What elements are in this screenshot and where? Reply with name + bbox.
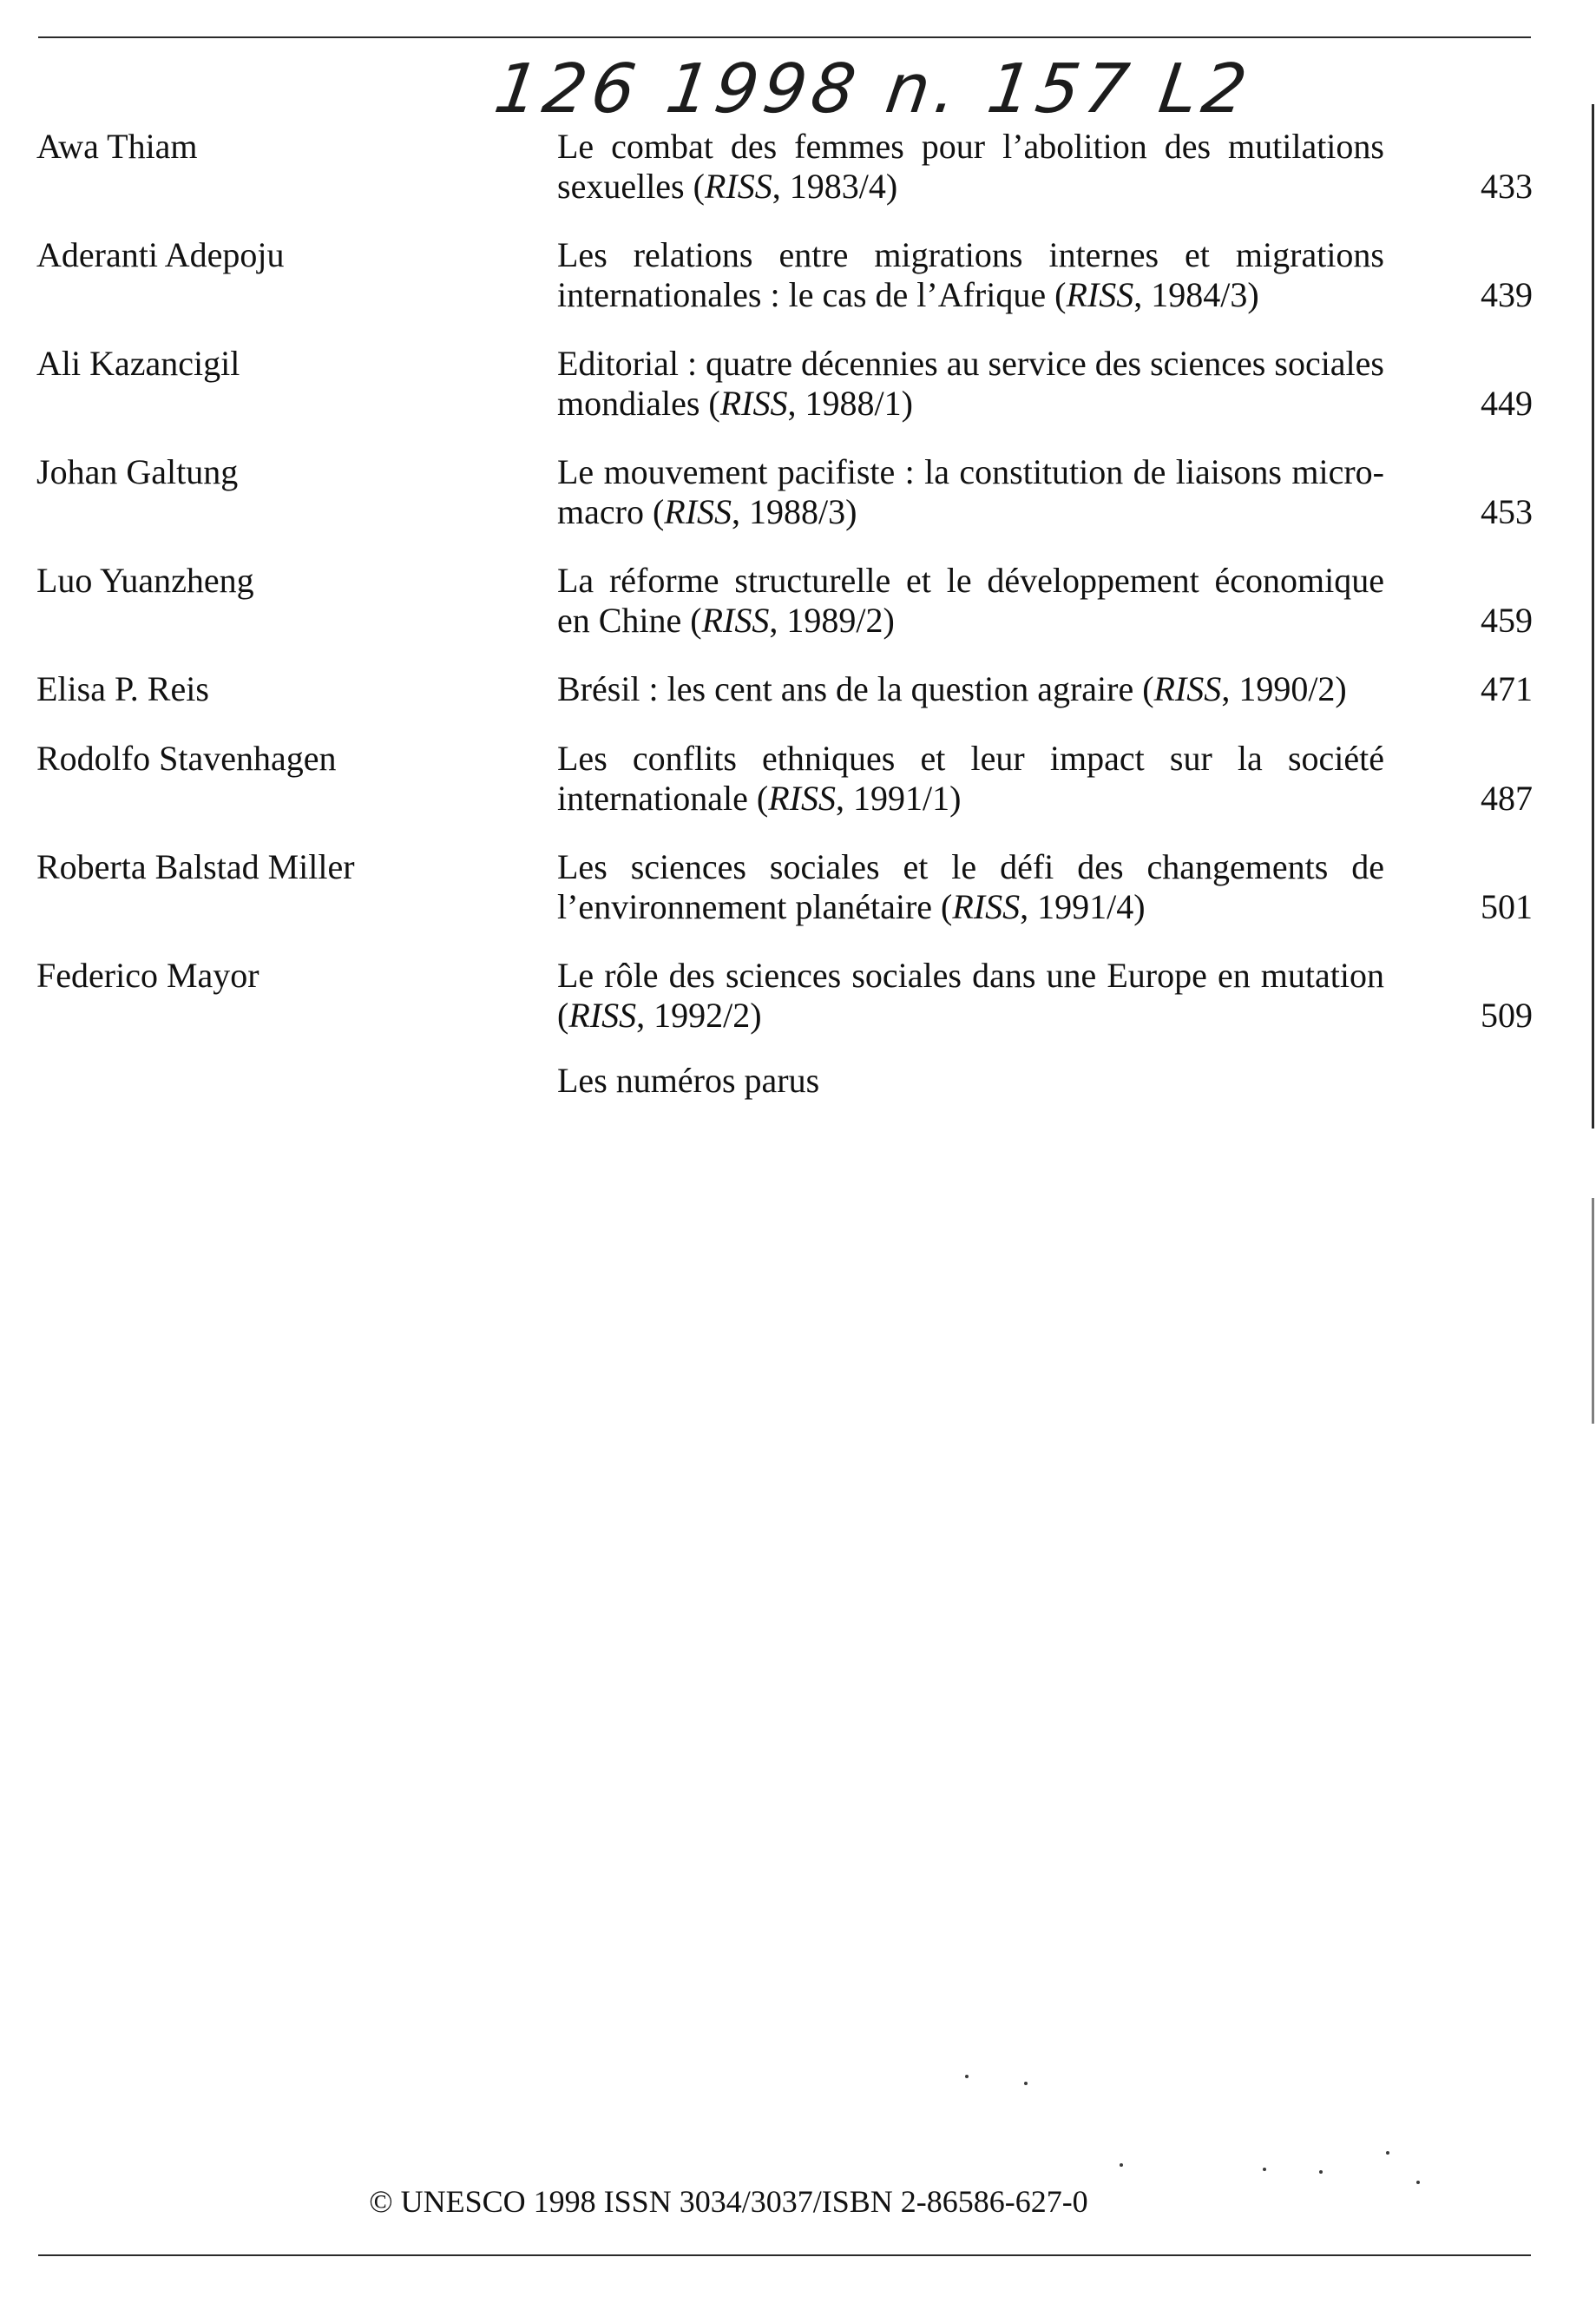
entry-title-text: Editorial : quatre décennies au service des sciences sociales mondiales ( bbox=[557, 344, 1384, 423]
scan-speck bbox=[1120, 2163, 1123, 2167]
bottom-rule bbox=[38, 2254, 1531, 2256]
entry-title bbox=[557, 847, 1384, 927]
entry-issue: , 1991/4) bbox=[1020, 887, 1146, 926]
entry-author: Ali Kazancigil bbox=[36, 344, 240, 383]
entry-title-text: Les conflits ethniques et leur impact sur la société internationale ( bbox=[557, 739, 1384, 818]
scan-edge-line bbox=[1592, 1198, 1594, 1424]
entry-page-number: 449 bbox=[1481, 384, 1533, 423]
entry-issue: , 1988/3) bbox=[732, 492, 857, 531]
entry-title bbox=[557, 561, 1384, 641]
entry-title bbox=[557, 739, 1384, 819]
scan-speck bbox=[1263, 2168, 1266, 2171]
entry-title-text: Le rôle des sciences sociales dans une Europe en mutation ( bbox=[557, 956, 1384, 1035]
entry-journal: RISS bbox=[952, 887, 1021, 926]
numeros-parus-link: Les numéros parus bbox=[557, 1061, 820, 1100]
scan-speck bbox=[1319, 2170, 1323, 2174]
entry-journal: RISS bbox=[701, 601, 770, 640]
entry-title bbox=[557, 127, 1384, 207]
scan-speck bbox=[1386, 2151, 1389, 2155]
entry-author: Rodolfo Stavenhagen bbox=[36, 739, 337, 778]
entry-page-number: 471 bbox=[1481, 669, 1533, 708]
entry-journal: RISS bbox=[568, 996, 637, 1035]
entry-title-text: Les sciences sociales et le défi des changements de l’environnement planétaire ( bbox=[557, 847, 1384, 926]
entry-author: Aderanti Adepoju bbox=[36, 235, 285, 274]
scan-edge-line bbox=[1592, 104, 1594, 1129]
entry-title bbox=[557, 669, 1384, 709]
entry-title bbox=[557, 344, 1384, 424]
entry-author: Elisa P. Reis bbox=[36, 669, 209, 708]
entry-journal: RISS bbox=[768, 779, 836, 818]
entry-issue: , 1992/2) bbox=[636, 996, 762, 1035]
entry-page-number: 501 bbox=[1481, 887, 1533, 926]
entry-issue: , 1984/3) bbox=[1133, 275, 1259, 314]
entry-journal: RISS bbox=[719, 384, 788, 423]
entry-issue: , 1991/1) bbox=[836, 779, 962, 818]
entry-page-number: 453 bbox=[1481, 492, 1533, 531]
entry-title-text: Les relations entre migrations internes et migrations internationales : le cas de l’Afrique ( bbox=[557, 235, 1384, 314]
handwritten-annotation: 126 1998 n. 157 L2 bbox=[489, 50, 1257, 128]
entry-journal: RISS bbox=[1066, 275, 1134, 314]
entry-title-text: Brésil : les cent ans de la question agraire ( bbox=[557, 669, 1154, 708]
entry-issue: , 1989/2) bbox=[769, 601, 895, 640]
entry-author: Johan Galtung bbox=[36, 452, 239, 491]
entry-title-text: Le mouvement pacifiste : la constitution de liaisons micro-macro ( bbox=[557, 452, 1384, 531]
entry-author: Luo Yuanzheng bbox=[36, 561, 254, 600]
entry-page-number: 439 bbox=[1481, 275, 1533, 314]
scan-speck bbox=[1024, 2082, 1028, 2085]
entry-issue: , 1990/2) bbox=[1221, 669, 1347, 708]
scan-speck bbox=[1416, 2181, 1420, 2184]
entry-page-number: 459 bbox=[1481, 601, 1533, 640]
top-rule bbox=[38, 36, 1531, 38]
entry-title-text: Le combat des femmes pour l’abolition des mutilations sexuelles ( bbox=[557, 127, 1384, 206]
entry-title-text: La réforme structurelle et le développement économique en Chine ( bbox=[557, 561, 1384, 640]
entry-author: Federico Mayor bbox=[36, 956, 259, 995]
entry-page-number: 509 bbox=[1481, 996, 1533, 1035]
entry-issue: , 1983/4) bbox=[772, 167, 898, 206]
entry-journal: RISS bbox=[1153, 669, 1222, 708]
entry-author: Roberta Balstad Miller bbox=[36, 847, 355, 886]
entry-author: Awa Thiam bbox=[36, 127, 198, 166]
entry-journal: RISS bbox=[704, 167, 772, 206]
entry-title bbox=[557, 452, 1384, 532]
entry-title bbox=[557, 956, 1384, 1036]
entry-journal: RISS bbox=[664, 492, 732, 531]
entry-page-number: 487 bbox=[1481, 779, 1533, 818]
copyright-line: © UNESCO 1998 ISSN 3034/3037/ISBN 2-86586-627-0 bbox=[369, 2184, 1088, 2219]
entry-page-number: 433 bbox=[1481, 167, 1533, 206]
entry-title bbox=[557, 235, 1384, 315]
scan-speck bbox=[965, 2075, 969, 2078]
entry-issue: , 1988/1) bbox=[787, 384, 913, 423]
